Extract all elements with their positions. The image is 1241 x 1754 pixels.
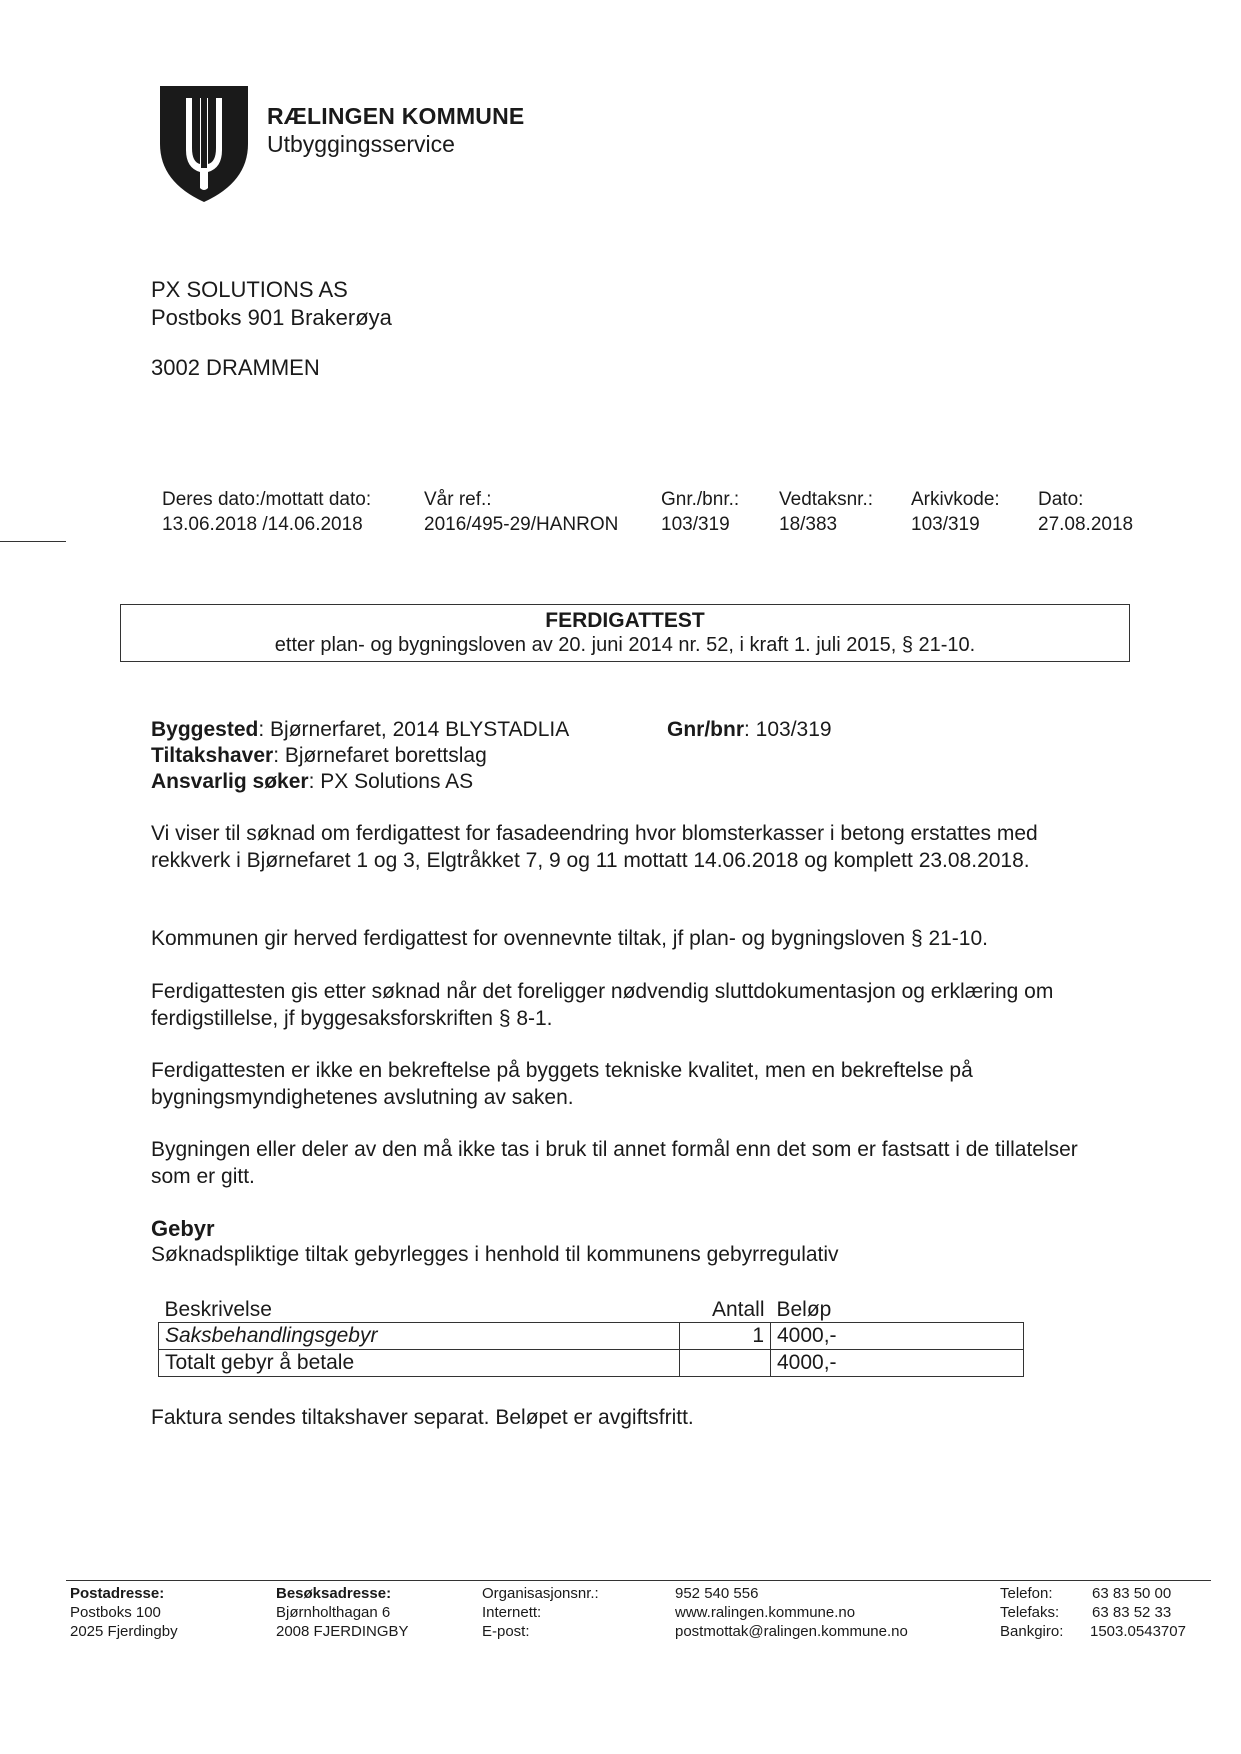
byggested-value: Bjørnerfaret, 2014 BLYSTADLIA: [270, 718, 570, 741]
footer-label: Bankgiro:: [1000, 1623, 1064, 1640]
body-paragraph-1: Vi viser til søknad om ferdigattest for fasadeendring hvor blomsterkasser i betong erstattes med rekkverk i Bjørnefaret 1 og 3, Elgtråkket 7, 9 og 11 mottatt 14.06.2018 og komplett 23.08.2018.: [151, 822, 1038, 872]
meta-value: 2016/495-29/HANRON: [424, 514, 619, 535]
gnr-bnr-label: Gnr/bnr: [667, 718, 744, 741]
footer-website-link[interactable]: www.ralingen.kommune.no: [675, 1604, 856, 1621]
recipient-city: 3002 DRAMMEN: [151, 355, 320, 380]
meta-value: 103/319: [911, 514, 980, 535]
document-subtitle: etter plan- og bygningsloven av 20. juni 2014 nr. 52, i kraft 1. juli 2015, § 21-10.: [274, 634, 976, 656]
recipient-address: [151, 276, 392, 382]
col-belop: Beløp: [776, 1298, 832, 1321]
fee-amount: 4000,-: [771, 1350, 1024, 1377]
table-row: [159, 1350, 1024, 1377]
meta-value: 13.06.2018 /14.06.2018: [162, 514, 363, 535]
soker-value: PX Solutions AS: [320, 770, 474, 793]
meta-value: 18/383: [779, 514, 838, 535]
footer-email-link[interactable]: postmottak@ralingen.kommune.no: [675, 1623, 908, 1640]
footer-label: Internett:: [482, 1604, 542, 1621]
body-paragraph-5: Bygningen eller deler av den må ikke tas i bruk til annet formål enn det som er fastsatt i de tillatelser som er gitt.: [151, 1138, 1078, 1188]
meta-deres-dato: [162, 487, 371, 537]
footer-phone: 63 83 50 00: [1092, 1585, 1172, 1602]
soker-label: Ansvarlig søker: [151, 770, 309, 793]
fee-heading: Gebyr: [151, 1216, 215, 1241]
fold-mark: [0, 541, 66, 542]
document-title: FERDIGATTEST: [545, 609, 705, 632]
meta-var-ref: [424, 487, 618, 537]
footer-text: Postboks 100: [70, 1604, 161, 1621]
footer-text: Bjørnholthagan 6: [276, 1604, 391, 1621]
table-row: [159, 1323, 1024, 1350]
footer-post-address: [70, 1584, 178, 1641]
fee-desc: Saksbehandlingsgebyr: [159, 1323, 680, 1350]
case-facts: Byggested: Bjørnerfaret, 2014 BLYSTADLIA Tiltakshaver: Bjørnefaret borettslag Ansvarlig søker: PX Solutions AS: [151, 718, 570, 793]
footer-phone-block: [1000, 1584, 1186, 1641]
footer-label: Telefaks:: [1000, 1604, 1060, 1621]
invoice-note: Faktura sendes tiltakshaver separat. Beløpet er avgiftsfritt.: [151, 1406, 694, 1429]
meta-label: Vedtaksnr.:: [779, 489, 874, 510]
body-paragraph-4: Ferdigattesten er ikke en bekreftelse på byggets tekniske kvalitet, men en bekreftelse på bygningsmyndighetenes avslutning av saken.: [151, 1059, 973, 1109]
recipient-street: Postboks 901 Brakerøya: [151, 305, 392, 330]
meta-value: 103/319: [661, 514, 730, 535]
body-paragraph-3: Ferdigattesten gis etter søknad når det foreligger nødvendig sluttdokumentasjon og erklæring om ferdigstillelse, jf byggesaksforskriften § 8-1.: [151, 980, 1054, 1030]
fee-table: [158, 1296, 1024, 1377]
org-department: Utbyggingsservice: [267, 131, 455, 157]
coat-of-arms-trident-icon: [158, 84, 250, 204]
footer-bank-account: 1503.0543707: [1090, 1623, 1186, 1640]
document-title-box: [120, 604, 1130, 662]
meta-label: Arkivkode:: [911, 489, 1000, 510]
footer-contact-labels: [482, 1584, 599, 1641]
gnr-bnr-fact: Gnr/bnr: 103/319: [667, 718, 832, 741]
col-antall: Antall: [711, 1298, 765, 1321]
footer-label: Telefon:: [1000, 1585, 1053, 1602]
fee-qty: 1: [680, 1323, 771, 1350]
fee-amount: 4000,-: [771, 1323, 1024, 1350]
meta-label: Gnr./bnr.:: [661, 489, 740, 510]
footer-divider: [66, 1580, 1211, 1581]
byggested-label: Byggested: [151, 718, 259, 741]
meta-vedtaksnr: [779, 487, 873, 537]
fee-qty: [680, 1350, 771, 1377]
footer-label: Besøksadresse:: [276, 1585, 392, 1602]
tiltakshaver-label: Tiltakshaver: [151, 744, 274, 767]
meta-label: Dato:: [1038, 489, 1084, 510]
tiltakshaver-value: Bjørnefaret borettslag: [284, 744, 487, 767]
footer-label: Postadresse:: [70, 1585, 165, 1602]
org-name: RÆLINGEN KOMMUNE: [267, 103, 525, 129]
footer-org-number: 952 540 556: [675, 1585, 759, 1602]
gnr-bnr-value: 103/319: [755, 718, 832, 741]
meta-label: Deres dato:/mottatt dato:: [162, 489, 372, 510]
footer-text: 2008 FJERDINGBY: [276, 1623, 409, 1640]
fee-desc: Totalt gebyr å betale: [159, 1350, 680, 1377]
fee-table-header: [159, 1296, 1024, 1323]
meta-gnr-bnr: [661, 487, 739, 537]
footer-label: Organisasjonsnr.:: [482, 1585, 599, 1602]
meta-label: Vår ref.:: [424, 489, 492, 510]
col-beskrivelse: Beskrivelse: [164, 1298, 272, 1321]
footer-contact-values: [675, 1584, 908, 1641]
footer-label: E-post:: [482, 1623, 530, 1640]
footer-fax: 63 83 52 33: [1092, 1604, 1172, 1621]
meta-value: 27.08.2018: [1038, 514, 1134, 535]
body-paragraph-2: Kommunen gir herved ferdigattest for ovennevnte tiltak, jf plan- og bygningsloven § 21-10.: [151, 927, 988, 950]
meta-arkivkode: [911, 487, 1000, 537]
recipient-name: PX SOLUTIONS AS: [151, 277, 348, 302]
footer-text: 2025 Fjerdingby: [70, 1623, 178, 1640]
meta-dato: [1038, 487, 1133, 537]
footer-visit-address: [276, 1584, 409, 1641]
fee-intro: Søknadspliktige tiltak gebyrlegges i henhold til kommunens gebyrregulativ: [151, 1243, 839, 1266]
